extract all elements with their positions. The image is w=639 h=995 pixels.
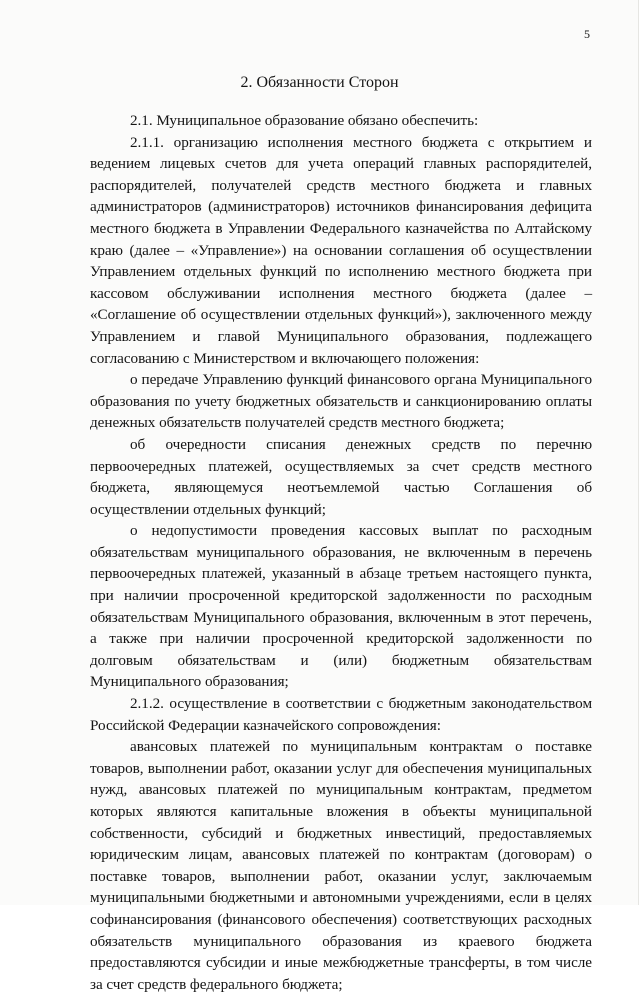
paragraph-2-1-1: 2.1.1. организацию исполнения местного бюджета с открытием и ведением лицевых счетов для учета операций главных распорядителей, распорядителей, получателей средств местного бюджета и главных администраторов (администраторов) источников финансирования дефицита местного бюджета в Управлении Федерального казначейства по Алтайскому краю (далее – «Управление») на основании соглашения об осуществлении Управлением отдельных функций по исполнению местного бюджета при кассовом обслуживании исполнения местного бюджета (далее – «Соглашение об осуществлении отдельных функций»), заключенного между Управлением и главой Муниципального образования, подлежащего согласованию с Министерством и включающего положения:: [90, 133, 592, 367]
paragraph-inadmissibility: о недопустимости проведения кассовых выплат по расходным обязательствам муниципального образования, не включенным в перечень первоочередных платежей, указанный в абзаце третьем настоящего пункта, при наличии просроченной кредиторской задолженности по расходным обязательствам Муниципального образования, включенным в этот перечень, а также при наличии просроченной кредиторской задолженности по долговым обязательствам и (или) бюджетным обязательствам Муниципального образования;: [90, 522, 592, 691]
page-number: 5: [584, 27, 590, 41]
paragraph-transfer-functions: о передаче Управлению функций финансового органа Муниципального образования по учету бюджетных обязательств и санкционированию оплаты денежных обязательств получателей средств местного бюджета;: [90, 371, 592, 432]
paragraph-advance-payments: авансовых платежей по муниципальным контрактам о поставке товаров, выполнении работ, оказании услуг для обеспечения муниципальных нужд, авансовых платежей по муниципальным контрактам, предметом которых являются капитальные вложения в объекты муниципальной собственности, субсидий и бюджетных инвестиций, предоставляемых юридическим лицам, авансовых платежей по контрактам (договорам) о поставке товаров, выполнении работ, оказании услуг, заключаемым муниципальными бюджетными и автономными учреждениями, если в целях софинансирования (финансового обеспечения) соответствующих расходных обязательств муниципального образования из краевого бюджета предоставляются субсидии и иные межбюджетные трансферты, в том числе за счет средств федерального бюджета;: [90, 738, 592, 993]
section-title: 2. Обязанности Сторон: [240, 74, 399, 91]
paragraph-2-1: 2.1. Муниципальное образование обязано обеспечить:: [130, 112, 479, 129]
paragraph-2-1-2: 2.1.2. осуществление в соответствии с бюджетным законодательством Российской Федерации казначейского сопровождения:: [90, 695, 592, 734]
paragraph-priority: об очередности списания денежных средств по перечню первоочередных платежей, осуществляемых за счет средств местного бюджета, являющемуся неотъемлемой частью Соглашения об осуществлении отдельных функций;: [90, 435, 592, 518]
body-text: [90, 110, 592, 995]
